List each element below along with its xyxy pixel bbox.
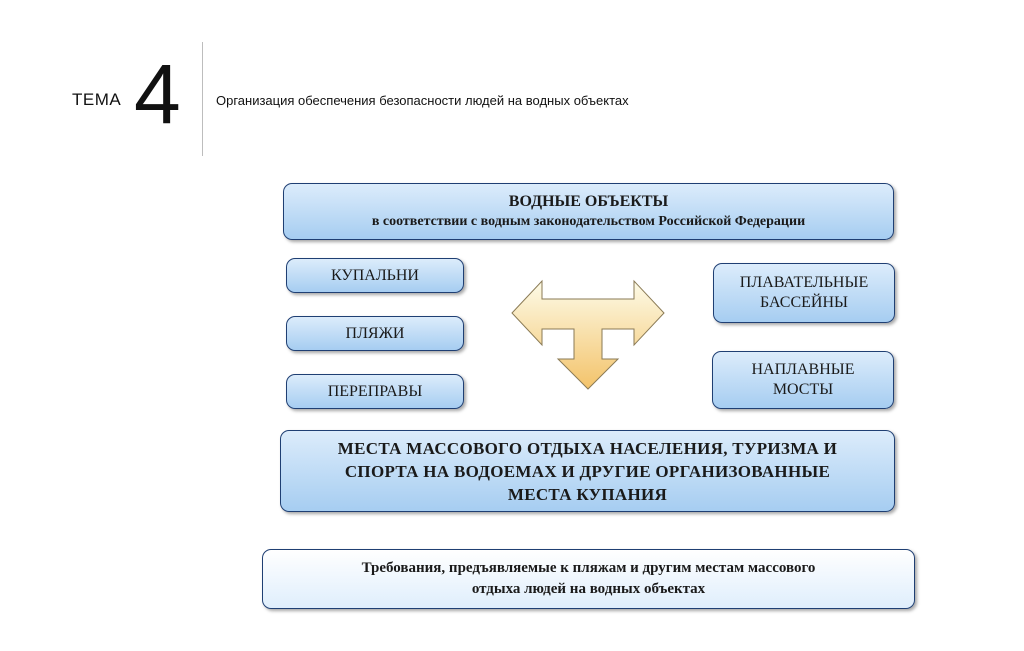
- swimming-pools-box: [713, 263, 895, 323]
- swimming-pools-line1: ПЛАВАТЕЛЬНЫЕ: [739, 274, 869, 291]
- crossings-box: [286, 374, 464, 409]
- beaches-box: [286, 316, 464, 351]
- header-divider: [202, 42, 203, 156]
- floating-bridges-box: [712, 351, 894, 409]
- beaches-label: ПЛЯЖИ: [345, 324, 405, 342]
- water-objects-subheading: в соответствии с водным законодательством Российской Федерации: [371, 214, 806, 229]
- swimming-pools-line2: БАССЕЙНЫ: [760, 294, 848, 311]
- requirements-line2: отдыха людей на водных объектах: [471, 581, 706, 597]
- topic-label: ТЕМА: [72, 90, 122, 109]
- arrow-shape: [512, 281, 664, 389]
- page-title: Организация обеспечения безопасности людей на водных объектах: [216, 93, 629, 108]
- bathhouses-box: [286, 258, 464, 293]
- three-way-arrow-icon: [510, 277, 666, 391]
- topic-number: 4: [134, 47, 181, 141]
- water-objects-box: [283, 183, 894, 240]
- water-objects-heading: ВОДНЫЕ ОБЪЕКТЫ: [508, 193, 669, 210]
- mass-recreation-line3: МЕСТА КУПАНИЯ: [507, 484, 668, 504]
- mass-recreation-box: [280, 430, 895, 512]
- floating-bridges-line2: МОСТЫ: [772, 381, 834, 398]
- bathhouses-label: КУПАЛЬНИ: [331, 266, 419, 284]
- requirements-line1: Требования, предъявляемые к пляжам и другим местам массового: [361, 560, 816, 576]
- mass-recreation-line1: МЕСТА МАССОВОГО ОТДЫХА НАСЕЛЕНИЯ, ТУРИЗМА И: [337, 438, 838, 458]
- mass-recreation-line2: СПОРТА НА ВОДОЕМАХ И ДРУГИЕ ОРГАНИЗОВАННЫЕ: [344, 461, 831, 481]
- requirements-box: [262, 549, 915, 609]
- crossings-label: ПЕРЕПРАВЫ: [327, 382, 423, 400]
- floating-bridges-line1: НАПЛАВНЫЕ: [751, 361, 855, 378]
